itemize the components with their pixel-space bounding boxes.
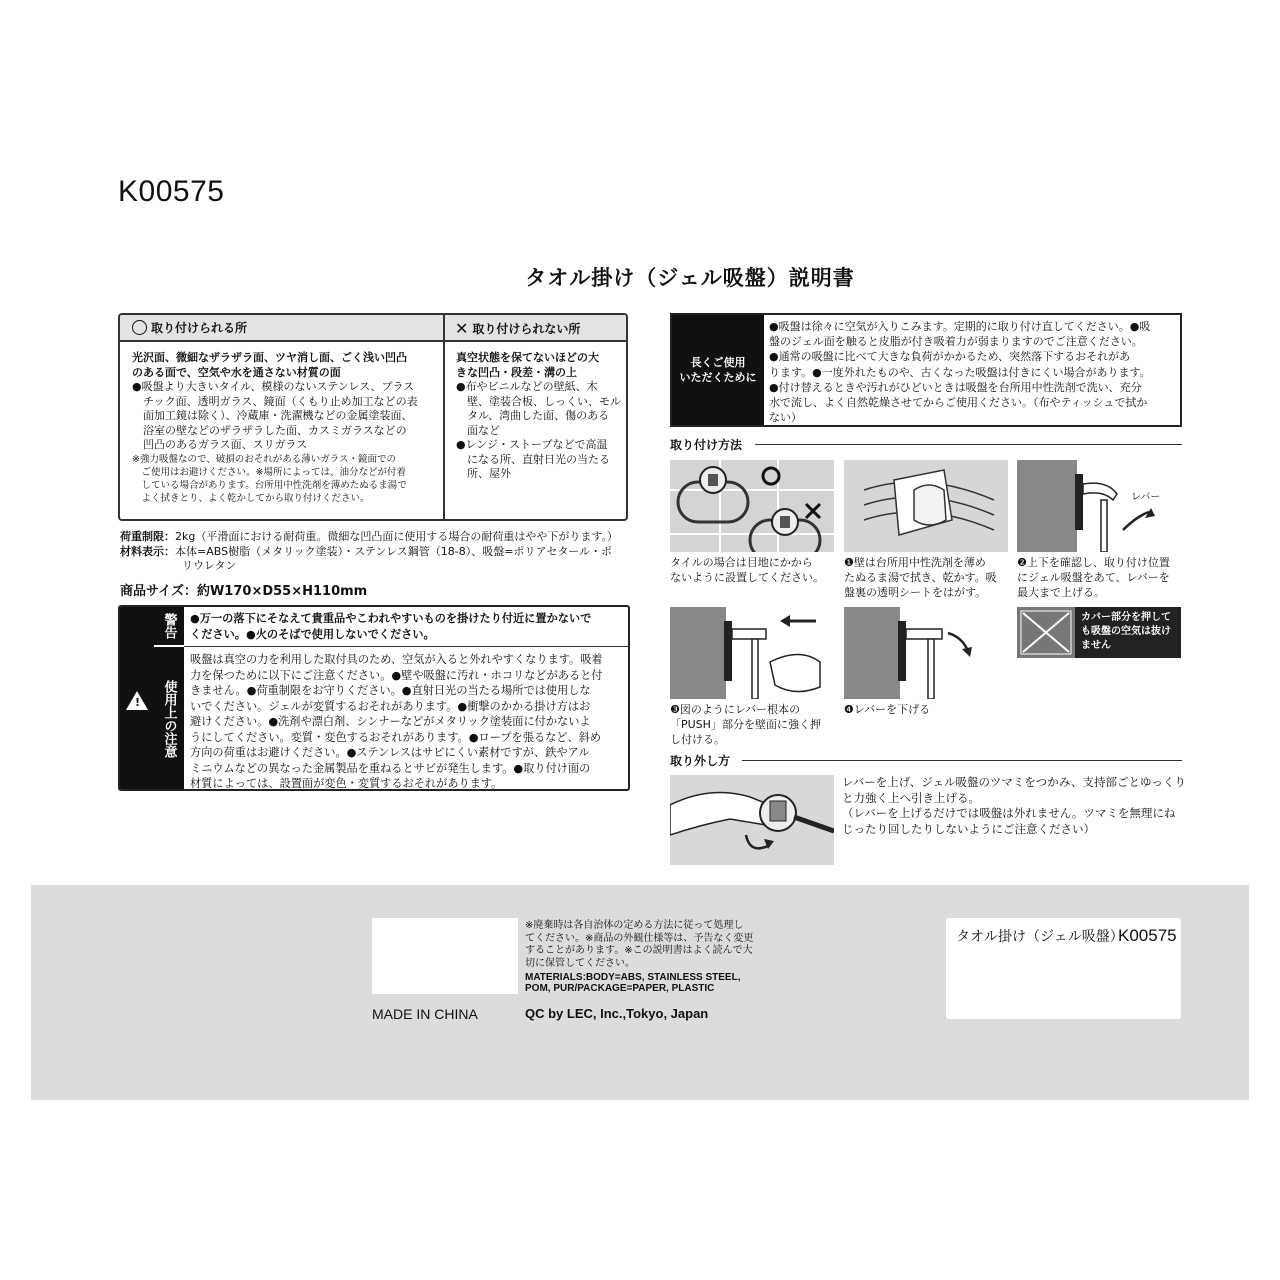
material-value-cont: リウレタン <box>182 559 237 572</box>
removal-illustration <box>670 775 834 865</box>
product-code: K00575 <box>118 175 225 208</box>
mountable-note: ご使用はお避けください。※場所によっては、油分などが付着 <box>132 466 406 478</box>
long-use-label-2: いただくために <box>679 371 757 384</box>
lever-up-drawing <box>1017 460 1181 552</box>
caution-line: 材質によっては、設置面が変色・変質するおそれがあります。 <box>190 777 503 790</box>
material-value: 本体=ABS樹脂（メタリック塗装）・ステンレス鋼管（18-8）、吸盤=ポリアセタール・ポ <box>175 544 613 558</box>
caution-line: 避けください。●洗剤や漂白剤、シンナーなどがメタリック塗装面に付かないよ <box>190 715 591 728</box>
long-use-text <box>769 319 1176 425</box>
mountable-heading: 取り付けられる所 <box>151 321 248 335</box>
mountable-item: チック面、透明ガラス、鏡面（くもり止め加工などの表 <box>132 394 418 408</box>
not-mountable-item: ●布やビニルなどの壁紙、木 <box>456 380 598 393</box>
not-mountable-item: タル、湾曲した面、傷のある <box>456 409 610 422</box>
cover-note-line: カバー部分を押して <box>1081 612 1171 623</box>
product-label-card <box>946 918 1181 1019</box>
circle-ok-icon <box>132 320 147 335</box>
long-use-box <box>670 313 1182 427</box>
tile-caption-line: タイルの場合は目地にかから <box>670 556 813 569</box>
removal-heading-rule <box>742 760 1182 761</box>
label-product-name: タオル掛け（ジェル吸盤） <box>956 929 1124 945</box>
column-divider <box>443 315 445 519</box>
step3-caption <box>670 702 838 747</box>
caution-line: うにしてください。変質・変色するおそれがあります。●ロープを張るなど、斜め <box>190 730 602 744</box>
long-use-line: ない） <box>769 411 802 425</box>
caution-line: 力を保つために以下にご注意ください。●壁や吸盤に汚れ・ホコリなどがあると付 <box>190 668 603 682</box>
removal-heading: 取り外し方 <box>670 754 731 768</box>
removal-text <box>842 775 1187 837</box>
cover-note-line: ません <box>1081 640 1111 651</box>
caution-line: きません。●荷重制限をお守りください。●直射日光の当たる場所では使用しな <box>190 684 591 697</box>
disposal-line: てください。※商品の外観仕様等は、予告なく変更 <box>525 932 754 944</box>
long-use-line: ●付け替えるときや汚れがひどいときは吸盤を台所用中性洗剤で洗い、充分 <box>769 380 1142 394</box>
caution-line: いでください。ジェルが変質するおそれがあります。●衝撃のかかる掛け方はお <box>190 699 591 713</box>
mountable-note: よく拭きとり、よく乾かしてから取り付けください。 <box>132 492 370 504</box>
long-use-line: ●通常の吸盤に比べて大きな負荷がかかるため、突然落下するおそれがあ <box>769 350 1131 364</box>
tile-caption-line: ないように設置してください。 <box>670 571 824 584</box>
step2-line: 最大まで上げる。 <box>1017 586 1105 599</box>
step1-line: 盤裏の透明シートをはがす。 <box>844 586 987 599</box>
cover-note-box <box>1017 607 1181 658</box>
disposal-line: ※廃棄時は各自治体の定める方法に従って処理し <box>525 920 744 931</box>
removal-line: レバーを上げ、ジェル吸盤のツマミをつかみ、支持部ごとゆっくり <box>842 775 1186 789</box>
size-label: 商品サイズ： <box>120 584 197 599</box>
not-mountable-lead-1: 真空状態を保てないほどの大 <box>456 351 599 364</box>
barcode-blank-area <box>372 918 518 994</box>
step2-line: ❷上下を確認し、取り付け位置 <box>1017 556 1170 569</box>
caution-label: 使用上の注意 <box>154 647 184 791</box>
mountable-header <box>120 315 443 342</box>
disposal-line: することがあります。※この説明書はよく読んで大 <box>525 945 753 956</box>
lever-down-drawing <box>844 607 1008 699</box>
material-label: 材料表示： <box>120 544 175 558</box>
not-mountable-item: になる所、直射日光の当たる <box>456 452 610 466</box>
not-mountable-item: ●レンジ・ストーブなどで高温 <box>456 438 608 451</box>
warning-text <box>190 611 622 642</box>
not-mountable-heading: 取り付けられない所 <box>472 322 581 336</box>
step3-line: 「PUSH」部分を壁面に強く押 <box>670 718 821 731</box>
made-in-china: MADE IN CHINA <box>372 1006 478 1022</box>
load-limit-value: 2kg（平滑面における耐荷重。微細な凹凸面に使用する場合の耐荷重はやや下がります。） <box>175 530 618 543</box>
mounting-locations-box <box>118 313 628 521</box>
tile-illustration <box>670 460 834 552</box>
not-mountable-item: 面など <box>456 423 500 437</box>
mountable-item: 浴室の壁などのザラザラした面、カスミガラスなどの <box>132 423 407 437</box>
mountable-lead-2: のある面で、空気や水を通さない材質の面 <box>132 365 341 379</box>
lever-up-illustration <box>1017 460 1181 552</box>
lever-label: レバー <box>1131 492 1161 503</box>
load-limit-label: 荷重制限： <box>120 530 175 543</box>
mountable-lead-1: 光沢面、微細なザラザラ面、ツヤ消し面、ごく浅い凹凸 <box>132 351 407 364</box>
not-mountable-lead-2: きな凹凸・段差・溝の上 <box>456 365 577 379</box>
step1-caption <box>844 555 1012 600</box>
warning-label: 警告 <box>154 607 184 647</box>
removal-line: （レバーを上げるだけでは吸盤は外れません。ツマミを無理にね <box>842 806 1176 820</box>
label-product-code: K00575 <box>1118 926 1177 945</box>
mountable-item: 面加工鏡は除く）、冷蔵庫・洗濯機などの金属塗装面、 <box>132 409 413 422</box>
mountable-body <box>132 351 442 505</box>
warning-line: ●万一の落下にそなえて貴重品やこわれやすいものを掛けたり付近に置かないで <box>190 612 592 625</box>
step3-line: し付ける。 <box>670 733 725 746</box>
disposal-notes <box>525 920 775 970</box>
product-size <box>120 580 367 599</box>
long-use-label-1: 長くご使用 <box>690 356 746 369</box>
push-illustration <box>670 607 834 699</box>
caution-line: 吸盤は真空の力を利用した取付具のため、空気が入ると外れやすくなります。吸着 <box>190 653 603 666</box>
not-mountable-item: 所、屋外 <box>456 467 511 480</box>
caution-line: ミニウムなどの異なった金属製品を重ねるとサビが発生します。●取り付け面の <box>190 761 591 775</box>
warning-sidebar <box>120 607 154 789</box>
long-use-line: ります。●一度外れたものや、古くなった吸盤は付きにくい場合があります。 <box>769 365 1151 379</box>
not-mountable-header <box>445 315 626 342</box>
mountable-note: している場合があります。台所用中性洗剤を薄めたぬるま湯で <box>132 479 407 491</box>
wipe-illustration <box>844 460 1008 552</box>
cross-ng-icon: ✕ <box>455 319 469 338</box>
long-use-line: 盤のジェル面を触ると皮脂が付き吸着力が弱まりますのでご注意ください。 <box>769 335 1143 349</box>
company-name: QC by LEC, Inc.,Tokyo, Japan <box>525 1006 709 1021</box>
tile-grid-illustration <box>670 460 834 552</box>
install-heading-rule <box>755 444 1182 445</box>
wiping-hand-illustration <box>844 460 1008 552</box>
caution-text <box>190 652 622 791</box>
step1-line: たぬるま湯で拭き、乾かす。吸 <box>844 571 997 584</box>
mountable-item: ●吸盤より大きいタイル、模様のないステンレス、プラス <box>132 380 415 393</box>
materials-line: MATERIALS:BODY=ABS, STAINLESS STEEL, <box>525 972 741 983</box>
page-title: タオル掛け（ジェル吸盤）説明書 <box>525 266 855 290</box>
cover-no-icon <box>1017 607 1075 658</box>
push-drawing <box>670 607 834 699</box>
specifications <box>120 530 635 574</box>
disposal-line: 切に保管してください。 <box>525 957 635 969</box>
materials-line: POM, PUR/PACKAGE=PAPER, PLASTIC <box>525 983 715 994</box>
long-use-line: 水で流し、よく自然乾燥させてからご使用ください。（布やティッシュで拭か <box>769 396 1148 410</box>
long-use-label <box>672 315 764 425</box>
not-mountable-item: 壁、塗装合板、しっくい、モル <box>456 394 621 408</box>
caution-line: 方向の荷重はお避けください。●ステンレスはサビにくい素材ですが、鉄やアル <box>190 746 590 759</box>
materials-info <box>525 972 785 994</box>
step3-line: ❸図のようにレバー根本の <box>670 703 801 716</box>
mountable-note: ※強力吸盤なので、破損のおそれがある薄いガラス・鏡面での <box>132 453 396 465</box>
long-use-line: ●吸盤は徐々に空気が入りこみます。定期的に取り付け直してください。●吸 <box>769 320 1151 333</box>
warning-line: ください。●火のそばで使用しないでください。 <box>190 627 435 641</box>
removal-hand-drawing <box>670 775 834 865</box>
warning-triangle-icon: ! <box>126 691 148 710</box>
mountable-item: 凹凸のあるガラス面、スリガラス <box>132 438 308 451</box>
warning-divider <box>184 646 628 647</box>
removal-line: と力強く上へ引き上げる。 <box>842 790 980 805</box>
size-value: 約W170×D55×H110mm <box>196 584 368 599</box>
warning-box <box>118 605 630 791</box>
install-heading: 取り付け方法 <box>670 438 743 452</box>
not-mountable-body <box>456 351 626 482</box>
step1-line: ❶壁は台所用中性洗剤を薄め <box>844 556 986 569</box>
lever-down-illustration <box>844 607 1008 699</box>
cover-note-text <box>1081 611 1171 653</box>
cover-note-line: も吸盤の空気は抜け <box>1081 626 1171 637</box>
removal-line: じったり回したりしないようにご注意ください） <box>842 821 1095 836</box>
step2-line: にジェル吸盤をあて、レバーを <box>1017 571 1170 584</box>
step4-caption: ❹レバーを下げる <box>844 703 931 716</box>
tile-caption <box>670 555 838 585</box>
step2-caption <box>1017 555 1185 600</box>
